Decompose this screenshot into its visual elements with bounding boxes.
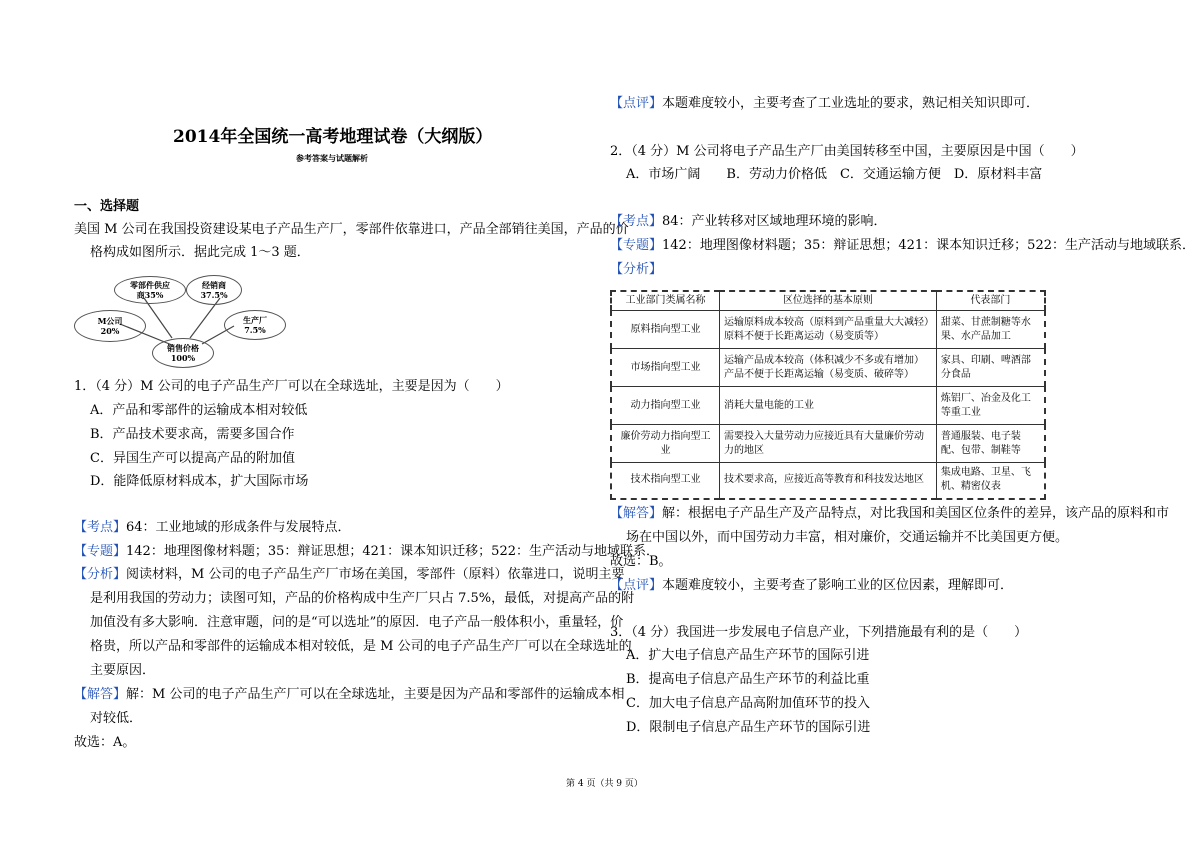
distributor-bubble bbox=[186, 275, 242, 305]
q1-jieda-line-2: 对较低． bbox=[90, 711, 143, 726]
q1-kaodian bbox=[74, 519, 351, 537]
q2-kaodian-text: 84：产业转移对区域地理环境的影响． bbox=[662, 214, 887, 229]
company-name: M公司 bbox=[97, 316, 123, 326]
q2-dianping-tag: 【点评】 bbox=[610, 578, 663, 593]
table-row bbox=[611, 387, 1045, 425]
table-cell: 需要投入大量劳动力应接近具有大量廉价劳动力的地区 bbox=[720, 425, 937, 463]
distributor-share: 37.5% bbox=[200, 290, 228, 300]
factory-name: 生产厂 bbox=[243, 315, 267, 325]
table-header-row bbox=[611, 291, 1045, 311]
q1-fenxi-line-2: 是利用我国的劳动力；读图可知，产品的价格构成中生产厂只占 7.5%，最低，对提高产品的附 bbox=[90, 591, 635, 606]
table-cell: 家具、印刷、啤酒部分食品 bbox=[936, 349, 1045, 387]
q1-zhuanti-tag: 【专题】 bbox=[74, 544, 127, 559]
q1-option-c: C．异国生产可以提高产品的附加值 bbox=[90, 451, 295, 466]
table-row bbox=[611, 349, 1045, 387]
supplier-share: 商35% bbox=[136, 290, 164, 300]
q1-comment bbox=[610, 95, 1039, 113]
table-cell: 甜菜、甘蔗制糖等水果、水产品加工 bbox=[936, 311, 1045, 349]
distributor-name: 经销商 bbox=[202, 280, 226, 290]
q2-zhuanti-text: 142：地理图像材料题；35：辩证思想；421：课本知识迁移；522：生产活动与地域联系． bbox=[662, 238, 1195, 253]
q2-dianping-text: 本题难度较小，主要考查了影响工业的区位因素，理解即可． bbox=[662, 578, 1014, 593]
table-row bbox=[611, 425, 1045, 463]
q2-answer: 故选：B。 bbox=[610, 554, 672, 569]
q1-zhuanti-text: 142：地理图像材料题；35：辩证思想；421：课本知识迁移；522：生产活动与地域联系． bbox=[126, 544, 659, 559]
table-cell: 普通服装、电子装配、包带、制鞋等 bbox=[936, 425, 1045, 463]
table-header-cell: 代表部门 bbox=[936, 291, 1045, 311]
q2-jieda-line-1: 解：根据电子产品生产及产品特点，对比我国和美国区位条件的差异，该产品的原料和市 bbox=[662, 506, 1170, 521]
table-cell: 市场指向型工业 bbox=[611, 349, 720, 387]
supplier-name: 零部件供应 bbox=[130, 280, 170, 290]
q1-fenxi-line-3: 加值没有多大影响．注意审题，问的是“可以选址”的原因．电子产品一般体积小，重量轻，价 bbox=[90, 615, 624, 630]
table-cell: 技术要求高，应接近高等教育和科技发达地区 bbox=[720, 463, 937, 499]
page-footer: 第 4 页（共 9 页） bbox=[566, 779, 643, 789]
q3-option-c: C．加大电子信息产品高附加值环节的投入 bbox=[626, 696, 870, 711]
q1-fenxi-line-4: 格贵，所以产品和零部件的运输成本相对较低，是 M 公司的电子产品生产厂可以在全球选址的 bbox=[90, 639, 632, 654]
q2-fenxi-tag: 【分析】 bbox=[610, 262, 663, 277]
q1-kaodian-tag: 【考点】 bbox=[74, 520, 127, 535]
price-share: 100% bbox=[170, 353, 196, 363]
industry-location-table bbox=[610, 290, 1046, 500]
table-cell: 廉价劳动力指向型工业 bbox=[611, 425, 720, 463]
q1-fenxi-tag: 【分析】 bbox=[74, 567, 127, 582]
intro-line-2: 格构成如图所示．据此完成 1～3 题． bbox=[90, 245, 310, 260]
price-bubble bbox=[152, 338, 214, 368]
factory-share: 7.5% bbox=[244, 325, 266, 335]
q1-answer: 故选：A。 bbox=[74, 735, 136, 750]
q1-jieda-line-1: 解：M 公司的电子产品生产厂可以在全球选址，主要是因为产品和零部件的运输成本相 bbox=[126, 687, 625, 702]
q2-zhuanti bbox=[610, 237, 1195, 255]
company-bubble bbox=[74, 310, 146, 342]
table-cell: 炼铝厂、冶金及化工等重工业 bbox=[936, 387, 1045, 425]
q3-option-b: B．提高电子信息产品生产环节的利益比重 bbox=[626, 672, 870, 687]
q1-option-d: D．能降低原材料成本，扩大国际市场 bbox=[90, 474, 309, 489]
supplier-bubble bbox=[114, 276, 186, 304]
q2-dianping bbox=[610, 577, 1013, 595]
company-share: 20% bbox=[100, 326, 120, 336]
price-diagram bbox=[72, 272, 292, 368]
q2-options: A．市场广阔 B．劳动力价格低 C．交通运输方便 D．原材料丰富 bbox=[626, 167, 1043, 182]
q3-option-d: D．限制电子信息产品生产环节的国际引进 bbox=[626, 720, 871, 735]
q3-stem: 3．（4 分）我国进一步发展电子信息产业，下列措施最有利的是（ ） bbox=[610, 625, 1028, 640]
q1-zhuanti bbox=[74, 543, 659, 561]
table-cell: 技术指向型工业 bbox=[611, 463, 720, 499]
q2-jieda-tag: 【解答】 bbox=[610, 506, 663, 521]
q2-stem: 2．（4 分）M 公司将电子产品生产厂由美国转移至中国，主要原因是中国（ ） bbox=[610, 144, 1084, 159]
table-cell: 原料指向型工业 bbox=[611, 311, 720, 349]
table-cell: 运输原料成本较高（原料到产品重量大大减轻）原料不便于长距离运动（易变质等） bbox=[720, 311, 937, 349]
q1-fenxi-line-1: 阅读材料，M 公司的电子产品生产厂市场在美国，零部件（原料）依靠进口，说明主要 bbox=[126, 567, 625, 582]
q1-comment-tag: 【点评】 bbox=[610, 96, 663, 111]
table-cell: 运输产品成本较高（体积减少不多或有增加）产品不便于长距离运输（易变质、破碎等） bbox=[720, 349, 937, 387]
q2-kaodian-tag: 【考点】 bbox=[610, 214, 663, 229]
q2-jieda bbox=[610, 505, 1169, 523]
table-cell: 消耗大量电能的工业 bbox=[720, 387, 937, 425]
q1-option-a: A．产品和零部件的运输成本相对较低 bbox=[90, 403, 308, 418]
factory-bubble bbox=[224, 310, 286, 340]
table-header-cell: 工业部门类属名称 bbox=[611, 291, 720, 311]
price-name: 销售价格 bbox=[167, 343, 199, 353]
page-title: 2014年全国统一高考地理试卷（大纲版） bbox=[173, 127, 493, 147]
q1-fenxi-line-5: 主要原因． bbox=[90, 663, 156, 678]
q1-comment-text: 本题难度较小，主要考查了工业选址的要求，熟记相关知识即可． bbox=[662, 96, 1040, 111]
section-heading: 一、选择题 bbox=[74, 199, 140, 214]
q1-option-b: B．产品技术要求高，需要多国合作 bbox=[90, 427, 295, 442]
q1-fenxi bbox=[74, 566, 624, 584]
q2-kaodian bbox=[610, 213, 887, 231]
table-row bbox=[611, 463, 1045, 499]
q1-jieda-tag: 【解答】 bbox=[74, 687, 127, 702]
q2-zhuanti-tag: 【专题】 bbox=[610, 238, 663, 253]
q1-kaodian-text: 64：工业地域的形成条件与发展特点． bbox=[126, 520, 351, 535]
q1-jieda bbox=[74, 686, 624, 704]
q3-option-a: A．扩大电子信息产品生产环节的国际引进 bbox=[626, 648, 870, 663]
q2-jieda-line-2: 场在中国以外，而中国劳动力丰富，相对廉价，交通运输并不比美国更方便。 bbox=[626, 530, 1069, 545]
intro-line-1: 美国 M 公司在我国投资建设某电子产品生产厂，零部件依靠进口，产品全部销往美国，产品的价 bbox=[74, 222, 629, 237]
table-cell: 动力指向型工业 bbox=[611, 387, 720, 425]
table-row bbox=[611, 311, 1045, 349]
page-subtitle: 参考答案与试题解析 bbox=[296, 153, 368, 163]
table-header-cell: 区位选择的基本原则 bbox=[720, 291, 937, 311]
table-cell: 集成电路、卫星、飞机、精密仪表 bbox=[936, 463, 1045, 499]
q1-stem: 1．（4 分）M 公司的电子产品生产厂可以在全球选址，主要是因为（ ） bbox=[74, 379, 509, 394]
